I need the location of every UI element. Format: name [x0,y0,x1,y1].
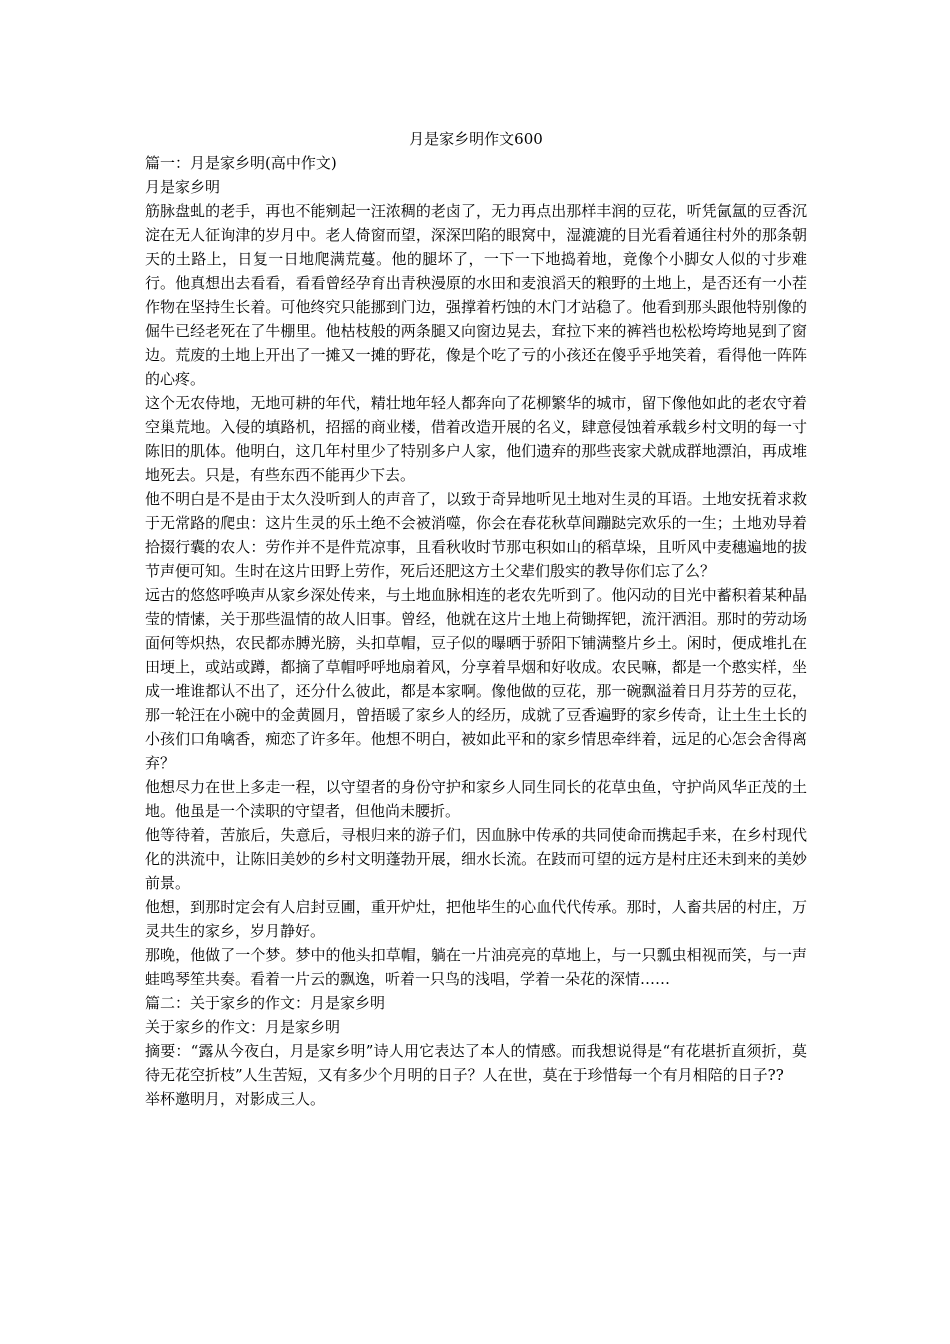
section-2-subtitle: 关于家乡的作文：月是家乡明 [145,1018,341,1036]
paragraph: 他想，到那时定会有人启封豆圃，重开炉灶，把他毕生的心血代代传承。那时，人畜共居的村庄，万灵共生的家乡，岁月静好。 [145,898,807,940]
paragraph: 这个无农侍地，无地可耕的年代，精壮地年轻人都奔向了花柳繁华的城市，留下像他如此的老农守着空巢荒地。入侵的填路机，招摇的商业楼，借着改造开展的名义，肆意侵蚀着承载乡村文明的每一寸陈旧的肌体。他明白，这几年村里少了特别多户人家，他们遗弃的那些丧家犬就成群地漂泊，再成堆地死去。只是，有些东西不能再少下去。 [145,394,807,484]
section-1-subtitle: 月是家乡明 [145,178,221,196]
paragraph: 筋脉盘虬的老手，再也不能剜起一汪浓稠的老卤了，无力再点出那样丰润的豆花，听凭氤氲的豆香沉淀在无人征询津的岁月中。老人倚窗而望，深深凹陷的眼窝中，湿漉漉的目光看着通往村外的那条朝天的土路上，日复一日地爬满荒蔓。他的腿坏了，一下一下地捣着地，竟像个小脚女人似的寸步难行。他真想出去看看，看看曾经孕育出青秧漫原的水田和麦浪滔天的粮野的土地上，是否还有一小茬作物在坚持生长着。可他终究只能挪到门边，强撑着朽蚀的木门才站稳了。他看到那头跟他特别像的倔牛已经老死在了牛棚里。他枯枝般的两条腿又向窗边晃去，耷拉下来的裤裆也松松垮垮地晃到了窗边。荒废的土地上开出了一摊又一摊的野花，像是个吃了亏的小孩还在傻乎乎地笑着，看得他一阵阵的心疼。 [145,202,807,388]
paragraph: 他想尽力在世上多走一程，以守望者的身份守护和家乡人同生同长的花草虫鱼，守护尚风华正茂的土地。他虽是一个渎职的守望者，但他尚未腰折。 [145,778,807,820]
paragraph: 那晚，他做了一个梦。梦中的他头扣草帽，躺在一片油亮亮的草地上，与一只瓢虫相视而笑，与一声蛙鸣琴笙共奏。看着一片云的飘逸，听着一只鸟的浅唱，学着一朵花的深情…… [145,946,807,988]
paragraph: 远古的悠悠呼唤声从家乡深处传来，与土地血脉相连的老农先听到了。他闪动的目光中蓄积着某种晶莹的情愫，关于那些温情的故人旧事。曾经，他就在这片土地上荷锄挥钯，流汗洒泪。那时的劳动场面何等炽热，农民都赤膊光膀，头扣草帽，豆子似的曝晒于骄阳下铺满整片乡土。闲时，便成堆扎在田埂上，或站或蹲，都摘了草帽呼呼地扇着风，分享着旱烟和好收成。农民嘛，都是一个憨实样，坐成一堆谁都认不出了，还分什么彼此，都是本家啊。像他做的豆花，那一碗飘溢着日月芬芳的豆花，那一轮汪在小碗中的金黄圆月，曾捂暖了家乡人的经历，成就了豆香遍野的家乡传奇，让土生土长的小孩们口角噙香，痴恋了许多年。他想不明白，被如此平和的家乡情思牵绊着，远足的心怎会舍得离弃？ [145,586,807,772]
paragraph: 举杯邀明月，对影成三人。 [145,1090,326,1108]
paragraph: 摘要：“露从今夜白，月是家乡明”诗人用它表达了本人的情感。而我想说得是“有花堪折直须折，莫待无花空折枝”人生苦短，又有多少个月明的日子？人在世，莫在于珍惜每一个有月相陪的日子?? [145,1042,807,1084]
section-1-heading: 篇一：月是家乡明(高中作文) [145,154,337,172]
paragraph: 他不明白是不是由于太久没听到人的声音了，以致于奇异地听见土地对生灵的耳语。土地安抚着求救于无常路的爬虫：这片生灵的乐土绝不会被消噬，你会在春花秋草间蹦跶完欢乐的一生；土地劝导着拾掇行囊的农人：劳作并不是件荒凉事，且看秋收时节那屯积如山的稻草垛，且听风中麦穗遍地的拔节声便可知。生时在这片田野上劳作，死后还肥这方土父辈们殷实的教导你们忘了么？ [145,490,807,580]
document-title: 月是家乡明作文600 [409,130,543,148]
section-2-heading: 篇二：关于家乡的作文：月是家乡明 [145,994,386,1012]
document-page [145,127,807,1111]
paragraph: 他等待着，苦旅后，失意后，寻根归来的游子们，因血脉中传承的共同使命而携起手来，在乡村现代化的洪流中，让陈旧美妙的乡村文明蓬勃开展，细水长流。在跂而可望的远方是村庄还未到来的美妙前景。 [145,826,807,892]
